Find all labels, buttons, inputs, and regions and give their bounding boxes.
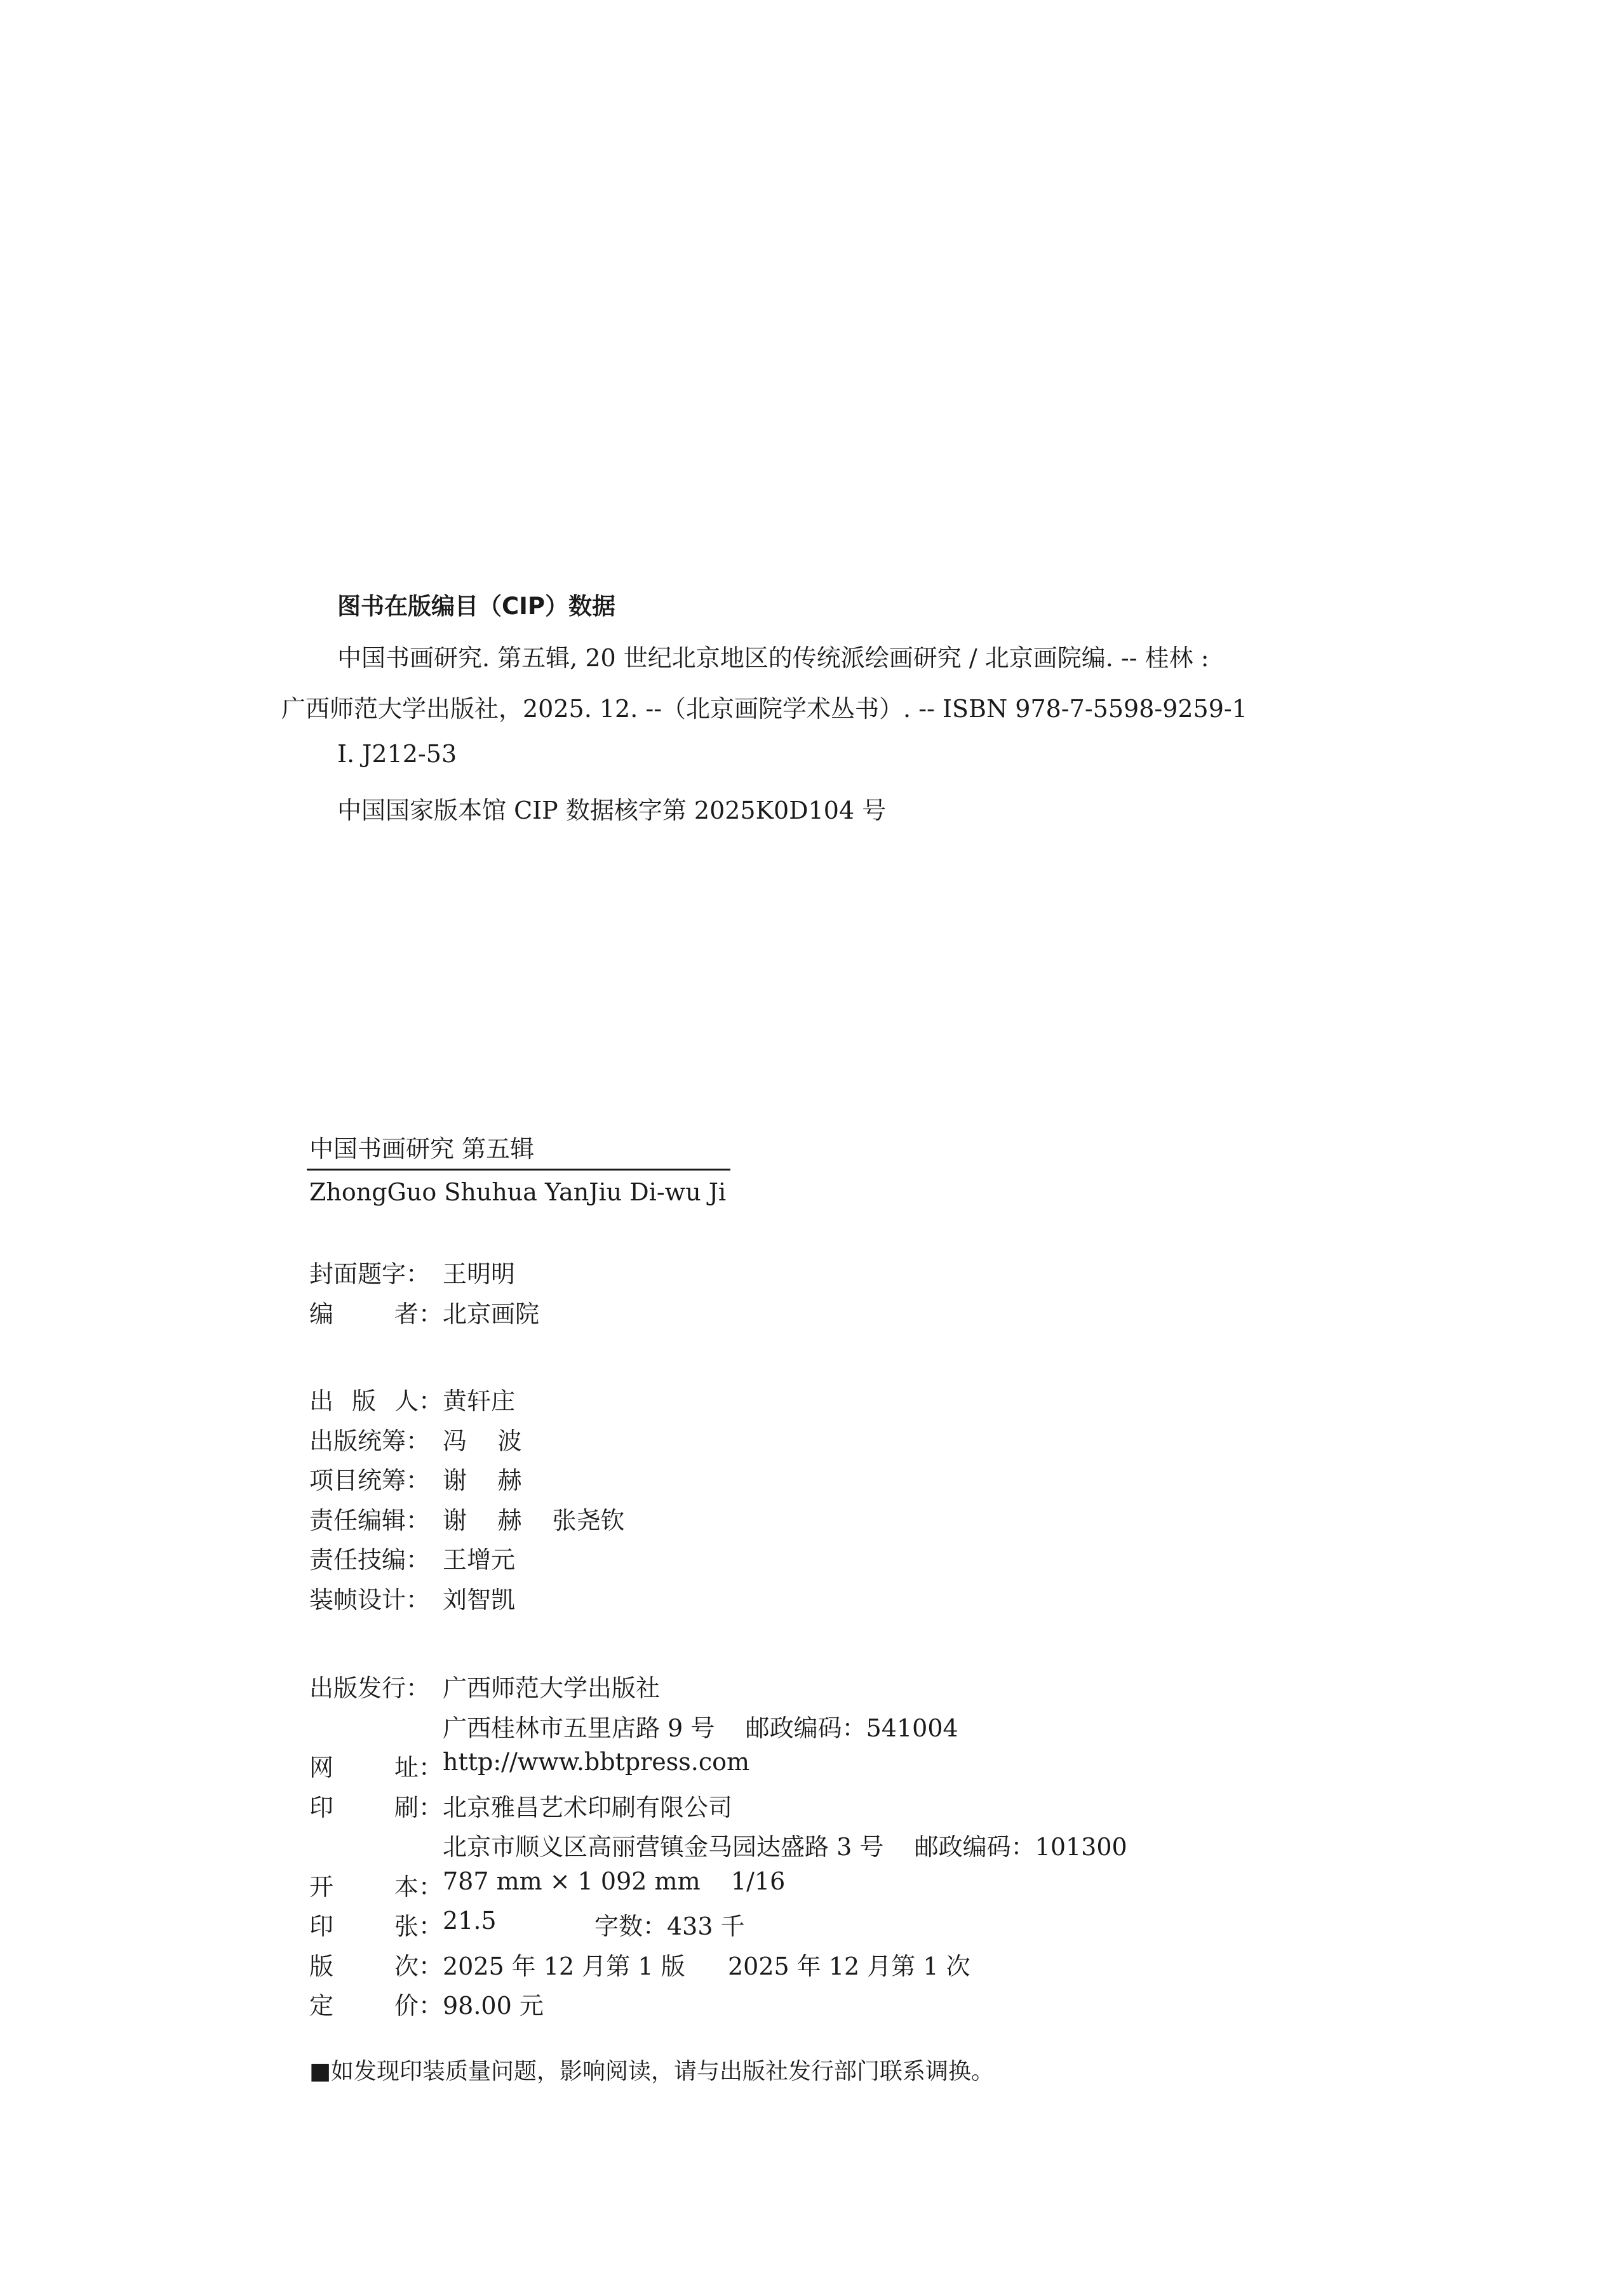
credit-value: 谢 赫 (443, 1467, 522, 1494)
credit-label-part: 出 (309, 1387, 334, 1415)
pub-value: 98.00 元 (443, 1992, 544, 2020)
pub-value: 北京雅昌艺术印刷有限公司 (443, 1794, 733, 1822)
pub-value: 2025 年 12 月第 1 版 (443, 1952, 685, 1980)
cip-line-4: 中国国家版本馆 CIP 数据核字第 2025K0D104 号 (337, 796, 887, 824)
pub-printer-address: 北京市顺义区高丽营镇金马园达盛路 3 号 邮政编码：101300 (443, 1833, 1127, 1861)
credit-label-part: 编 (309, 1300, 334, 1328)
credit-value: 王增元 (443, 1546, 516, 1574)
credit-value: 谢 赫 张尧钦 (443, 1507, 625, 1534)
pub-label-part: 开 (309, 1873, 334, 1901)
book-title-cn: 中国书画研究 第五辑 (309, 1135, 535, 1163)
cip-heading: 图书在版编目（CIP）数据 (337, 593, 616, 620)
credit-label: 装帧设计： (309, 1586, 431, 1614)
pub-label-part: 次： (394, 1952, 443, 1980)
pub-label-part: 网 (309, 1754, 334, 1782)
pub-value: 广西师范大学出版社 (443, 1674, 661, 1702)
credit-label: 责任技编： (309, 1546, 431, 1574)
pub-printing: 2025 年 12 月第 1 次 (728, 1952, 970, 1980)
credit-label-part: 版 (351, 1387, 376, 1415)
pub-value: 21.5 (443, 1907, 497, 1935)
pub-label-part: 址： (394, 1754, 443, 1782)
title-divider (307, 1169, 730, 1171)
credit-value: 刘智凯 (443, 1586, 516, 1614)
credit-label-part: 者： (394, 1300, 443, 1328)
pub-label-part: 印 (309, 1794, 334, 1822)
pub-label-part: 价： (394, 1992, 443, 2020)
cip-line-1: 中国书画研究. 第五辑, 20 世纪北京地区的传统派绘画研究 / 北京画院编. -- 桂林 : (337, 644, 1209, 672)
credit-label: 封面题字： (309, 1260, 431, 1288)
cip-line-2: 广西师范大学出版社，2025. 12. --（北京画院学术丛书）. -- ISBN 978-7-5598-9259-1 (281, 695, 1247, 723)
credit-value: 黄轩庄 (443, 1387, 516, 1415)
credit-label: 项目统筹： (309, 1467, 431, 1494)
pub-label-part: 本： (394, 1873, 443, 1901)
pub-word-count: 字数：433 千 (594, 1912, 745, 1940)
cip-line-3: Ⅰ. J212-53 (337, 740, 457, 768)
pub-label-part: 张： (394, 1912, 443, 1940)
website-link[interactable]: http://www.bbtpress.com (443, 1748, 750, 1776)
credit-value: 冯 波 (443, 1427, 522, 1455)
credit-label: 责任编辑： (309, 1507, 431, 1534)
pub-label-part: 印 (309, 1912, 334, 1940)
pub-label-part: 版 (309, 1952, 334, 1980)
pub-label-part: 定 (309, 1992, 334, 2020)
credit-label: 出版统筹： (309, 1427, 431, 1455)
pub-label: 出版发行： (309, 1674, 431, 1702)
pub-label-part: 刷： (394, 1794, 443, 1822)
pub-value: 787 mm × 1 092 mm 1/16 (443, 1867, 786, 1895)
pub-distributor-address: 广西桂林市五里店路 9 号 邮政编码：541004 (443, 1714, 958, 1742)
book-title-pinyin: ZhongGuo Shuhua YanJiu Di-wu Ji (309, 1178, 727, 1206)
quality-notice: ■如发现印装质量问题，影响阅读，请与出版社发行部门联系调换。 (309, 2058, 995, 2084)
credit-value: 北京画院 (443, 1300, 540, 1328)
credit-value: 王明明 (443, 1260, 516, 1288)
credit-label-part: 人： (394, 1387, 443, 1415)
